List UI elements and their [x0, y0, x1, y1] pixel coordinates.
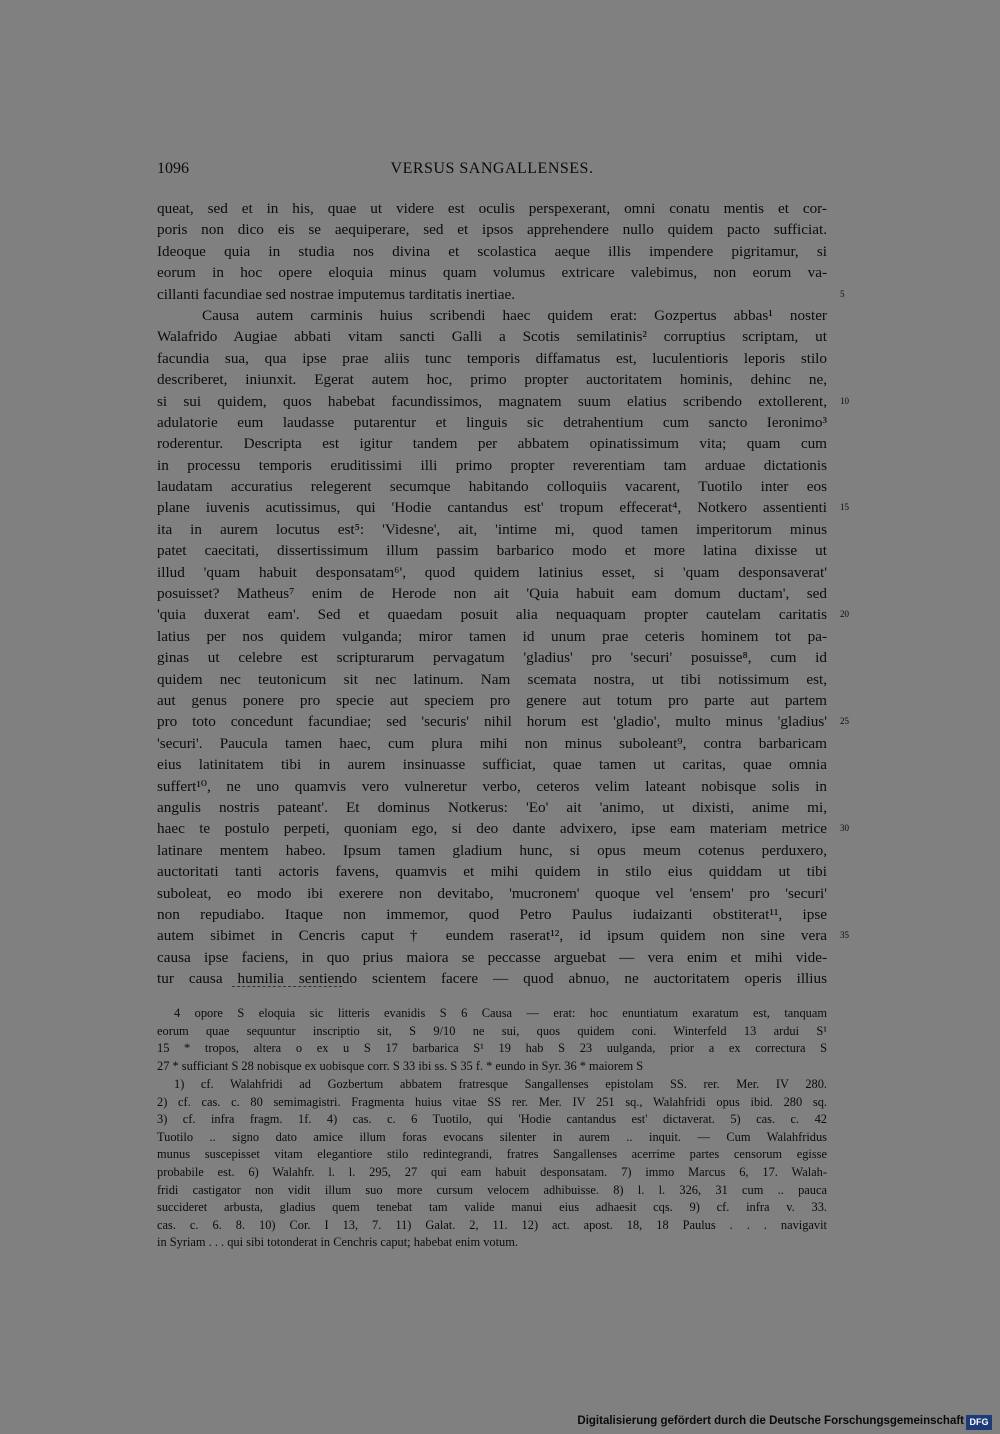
line-number: 20: [840, 609, 849, 620]
line-number: 35: [840, 930, 849, 941]
text-line: [157, 818, 849, 839]
note-line: 3) cf. infra fragm. 1f. 4) cas. c. 6 Tuotilo, qui 'Hodie cantandus est' dictaverat. 5) cas. c. 42: [157, 1112, 827, 1127]
text-line-content: haec te postulo perpeti, quoniam ego, si deo dante advixero, ipse eam materiam metrice: [157, 820, 827, 838]
text-line: [157, 754, 827, 775]
text-line: [157, 711, 849, 732]
text-line: [157, 925, 849, 946]
text-line-content: ginas ut celebre est scripturarum pervagatum 'gladius' pro 'securi' posuisse⁸, cum id: [157, 649, 827, 667]
text-line: [157, 861, 827, 882]
text-line-content: suffert¹⁰, ne uno quamvis vero vulneretur verbo, ceteros velim lateant nobisque solis in: [157, 777, 827, 795]
text-line-content: tur causa humilia sentiendo scientem facere — quod abnuo, ne auctoritatem operis illius: [157, 970, 827, 988]
line-number: 15: [840, 502, 849, 513]
note-line: cas. c. 6. 8. 10) Cor. I 13, 7. 11) Galat. 2, 11. 12) act. apost. 18, 18 Paulus . . . navigavit: [157, 1217, 827, 1232]
text-line-content: latius per nos quidem vulganda; miror tamen id unum prae ceteris hominem tot pa-: [157, 627, 827, 645]
text-line: [157, 947, 827, 968]
text-line-content: quidem nec teutonicum sit nec latinum. Nam scemata nostra, ut tibi notissimum est,: [157, 670, 827, 688]
text-line: [157, 284, 845, 305]
line-number: 10: [840, 395, 849, 406]
text-line-content: facundia sua, qua ipse prae aliis tunc temporis diffamatus est, luculentioris leporis stilo: [157, 349, 827, 367]
line-number: 25: [840, 716, 849, 727]
note-line: succideret arbusta, gladius quem tenebat tam valide manui eius adhaesit cqs. 9) cf. infra v. 33.: [157, 1200, 827, 1215]
text-line-content: adulatorie eum laudasse putarentur et linguis sic detrahentium cum sancto Ieronimo³: [157, 413, 827, 431]
text-line-content: Causa autem carminis huius scribendi haec quidem erat: Gozpertus abbas¹ noster: [202, 306, 827, 324]
text-line: [157, 797, 827, 818]
text-line-content: patet caecitati, dissertissimum illum passim barbarico modo et more latina dixisse ut: [157, 542, 827, 560]
text-line: [157, 604, 849, 625]
running-title: VERSUS SANGALLENSES.: [390, 160, 594, 177]
text-line: [157, 519, 827, 540]
text-line-content: plane iuvenis acutissimus, qui 'Hodie cantandus est' tropum effecerat⁴, Notkero assentienti: [157, 499, 827, 517]
text-line-content: eorum in hoc opere eloquia minus quam volumus extricare valebimus, non eorum va-: [157, 264, 827, 282]
text-line: [157, 455, 827, 476]
text-line: [157, 262, 827, 283]
text-line-content: pro toto concedunt facundiae; sed 'securis' nihil horum est 'gladio', multo minus 'gladius': [157, 713, 827, 731]
text-line: [157, 690, 827, 711]
text-line: [157, 840, 827, 861]
text-line-content: illud 'quam habuit desponsatam⁶', quod quidem latinius esset, si 'quam desponsaverat': [157, 563, 827, 581]
text-line: [157, 669, 827, 690]
text-line: [157, 198, 827, 219]
footnote-separator: [232, 986, 342, 987]
text-line: [157, 433, 827, 454]
text-line-content: queat, sed et in his, quae ut videre est oculis perspexerant, omni conatu mentis et cor-: [157, 200, 827, 217]
text-line-content: posuisset? Matheus⁷ enim de Herode non ait 'Quia habuit eam domum ductam', sed: [157, 585, 827, 603]
text-line: [157, 626, 827, 647]
text-line-content: Walafrido Augiae abbati vitam sancti Galli a Scotis semilatinis² corruptius scriptam, ut: [157, 328, 827, 346]
funding-credit: Digitalisierung gefördert durch die Deutsche Forschungsgemeinschaft: [577, 1415, 964, 1427]
text-line-content: angulis nostris pateant'. Et dominus Notkerus: 'Eo' ait 'animo, ut dixisti, anime mi,: [157, 798, 827, 816]
note-line: 2) cf. cas. c. 80 semimagistri. Fragmenta huius vitae SS rer. Mer. IV 251 sq., Walahfridi opus ibid. 280 sq.: [157, 1094, 827, 1109]
text-line: [157, 326, 827, 347]
text-line-content: aut genus ponere pro specie aut speciem pro genere aut totum pro parte aut partem: [157, 691, 827, 709]
text-line-content: 'quia duxerat eam'. Sed et quaedam posuit alia nequaquam propter cautelam caritatis: [157, 606, 827, 624]
text-line: [157, 776, 827, 797]
text-line-content: 'securi'. Paucula tamen haec, cum plura mihi non minus suboleant⁹, contra barbaricam: [157, 734, 827, 752]
text-line-content: suboleat, eo modo ibi exerere non devitabo, 'mucronem' quoque vel 'ensem' pro 'securi': [157, 884, 827, 902]
text-line: [157, 562, 827, 583]
note-line: in Syriam . . . qui sibi totonderat in Cenchris caput; habebat enim votum.: [157, 1235, 518, 1250]
dfg-logo[interactable]: DFG: [966, 1415, 992, 1430]
text-line: [157, 583, 827, 604]
text-line-content: in processu temporis eruditissimi illi primo propter reverentiam tam arduae dictationis: [157, 456, 827, 474]
text-line: [157, 241, 827, 262]
text-line-content: si sui quidem, quos habebat facundissimos, magnatem suum elatius scribendo extollerent,: [157, 392, 827, 410]
text-line: [157, 476, 827, 497]
text-line: [157, 369, 827, 390]
text-line-content: describeret, iniunxit. Egerat autem hoc, primo propter auctoritatem hominis, dehinc ne,: [157, 371, 827, 389]
text-line: [157, 540, 827, 561]
note-line: 27 * sufficiant S 28 nobisque ex uobisque corr. S 33 ibi ss. S 35 f. * eundo in Syr. 36 * maiorem S: [157, 1058, 644, 1073]
text-line-content: non repudiabo. Itaque non immemor, quod Petro Paulus iudaizanti obstiterat¹¹, ipse: [157, 905, 827, 923]
note-line: 1) cf. Walahfridi ad Gozbertum abbatem fratresque Sangallenses epistolam SS. rer. Mer. IV 280.: [174, 1077, 827, 1091]
note-line: fridi castigator non vidit illum suo more cursum velocem adhibuisse. 8) l. l. 326, 31 cum .. pauca: [157, 1182, 827, 1197]
text-line: [157, 904, 827, 925]
text-line: [157, 348, 827, 369]
note-line: Tuotilo .. signo dato amice illum foras evocans silenter in aurem .. inquit. — Cum Walahfridus: [157, 1129, 827, 1144]
text-line-content: auctoritati tanti actoris favens, quamvis et mihi quidem in stilo eius quiddam ut tibi: [157, 863, 827, 881]
main-text: [157, 198, 849, 989]
note-line: probabile est. 6) Walahfr. l. l. 295, 27 qui eam habuit desponsatam. 7) immo Marcus 6, 17. Walah-: [157, 1164, 827, 1179]
note-line: 4 opore S eloquia sic litteris evanidis S 6 Causa — erat: hoc enuntiatum exaratum est, tanquam: [174, 1006, 827, 1020]
text-line-content: Ideoque quia in studia nos divina et scolastica aeque illis impendere pigritamur, si: [157, 242, 827, 260]
text-line: [157, 883, 827, 904]
text-line-content: cillanti facundiae sed nostrae imputemus tarditatis inertiae.: [157, 285, 516, 303]
page-number: 1096: [157, 160, 189, 177]
critical-apparatus: [157, 1005, 827, 1075]
text-line-content: ita in aurem locutus est⁵: 'Videsne', ait, 'intime mi, quod tamen imperitorum minus: [157, 520, 827, 538]
text-line-content: laudatam accuratius relegerent secumque habitando colloquiis vacarent, Tuotilo inter eos: [157, 478, 827, 496]
text-line: [157, 305, 827, 326]
text-line: [157, 412, 827, 433]
note-line: 15 * tropos, altera o ex u S 17 barbarica S¹ 19 hab S 23 uulganda, prior a ex correctura S: [157, 1041, 827, 1056]
text-line-content: poris non dico eis se aequiperare, sed et ipsos apprehendere nullo quidem pacto sufficiat.: [157, 221, 827, 239]
text-line: [157, 497, 849, 518]
text-line-content: autem sibimet in Cencris caput † eundem raserat¹², id ipsum quidem non sine vera: [157, 927, 827, 945]
text-line: [157, 647, 827, 668]
text-line: [157, 219, 827, 240]
note-line: eorum quae sequuntur inscriptio sit, S 9/10 ne sui, quos quidem coni. Winterfeld 13 ardui S¹: [157, 1023, 827, 1038]
source-footnotes: [157, 1076, 827, 1252]
note-line: munus suscepisset vitam elegantiore stilo redintegrandi, fratres Sangallenses acerrime partes censorum egisse: [157, 1147, 827, 1162]
line-number: 30: [840, 823, 849, 834]
page-header: [157, 160, 827, 182]
text-line-content: latinare mentem habeo. Ipsum tamen gladium hunc, si opus meum cotenus perduxero,: [157, 841, 827, 859]
text-line-content: causa ipse faciens, in quo prius maiora se peccasse arguebat — vera enim et mihi vide-: [157, 948, 827, 966]
text-line: [157, 733, 827, 754]
line-number: 5: [840, 288, 845, 299]
footer-bar: [0, 1412, 1000, 1434]
text-line: [157, 391, 849, 412]
text-line-content: eius latinitatem tibi in aurem insinuasse sufficiat, quae tamen ut caritas, quae omnia: [157, 756, 827, 774]
text-line-content: roderentur. Descripta est igitur tandem per abbatem opinatissimum vita; quam cum: [157, 435, 827, 453]
